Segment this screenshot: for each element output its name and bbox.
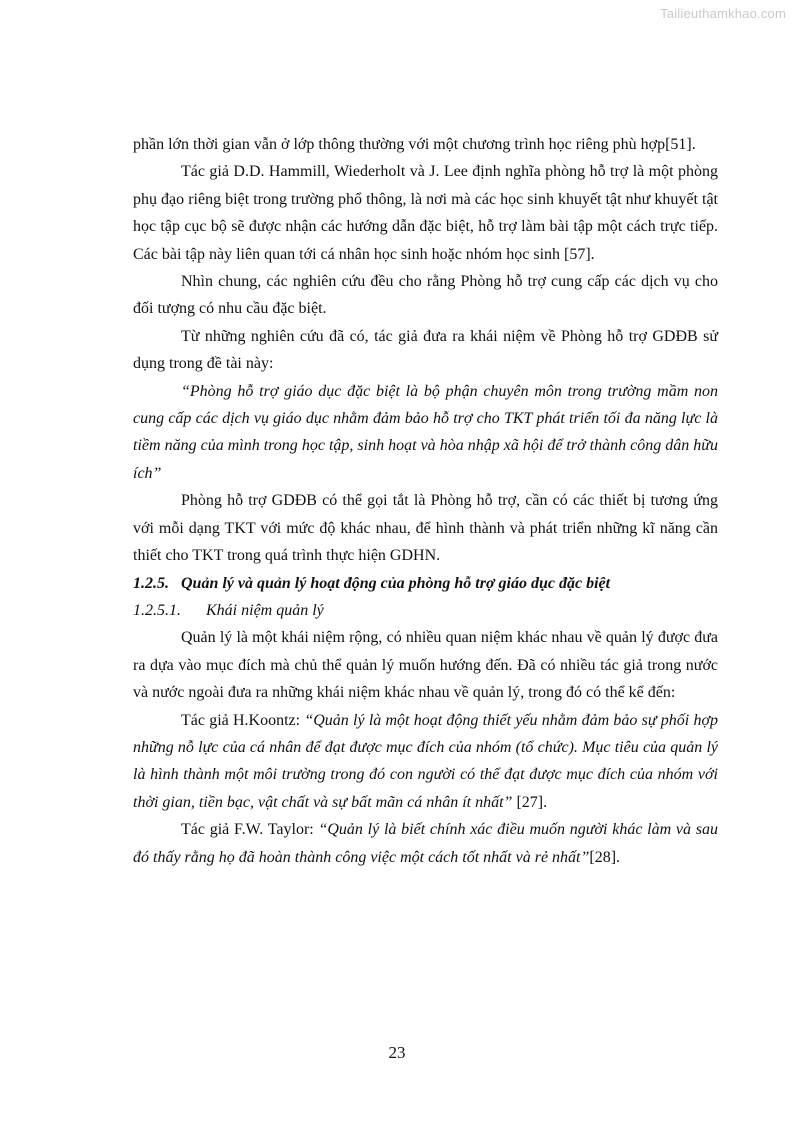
koontz-quote: “Quản lý là một hoạt động thiết yếu nhằm đảm bảo sự phối hợp những nỗ lực của cá nhân để đạt được mục đích của nhóm (tổ chức). Mục tiêu của quản lý là hình thành một môi trường trong đó con người có thể đạt được mục đích của nhóm với thời gian, tiền bạc, vật chất và sự bất mãn cá nhân ít nhất” [133,711,719,811]
subsection-title: Khái niệm quản lý [206,601,324,619]
page-body [133,131,718,871]
taylor-lead: Tác giả F.W. Taylor: [181,821,319,839]
koontz-ref: [27]. [512,793,548,811]
taylor-quote: “Quản lý là biết chính xác điều muốn người khác làm và sau đó thấy rằng họ đã hoàn thành công việc một cách tốt nhất và rẻ nhất” [133,821,718,866]
paragraph-hammill: Tác giả D.D. Hammill, Wiederholt và J. Lee định nghĩa phòng hỗ trợ là một phòng phụ đạo riêng biệt trong trường phổ thông, là nơi mà các học sinh khuyết tật như khuyết tật học tập cục bộ sẽ được nhận các hướng dẫn đặc biệt, hỗ trợ làm bài tập một cách trực tiếp. Các bài tập này liên quan tới cá nhân học sinh hoặc nhóm học sinh [57]. [133,163,718,263]
paragraph-taylor [133,816,718,871]
paragraph-abbreviation: Phòng hỗ trợ GDĐB có thể gọi tắt là Phòng hỗ trợ, cần có các thiết bị tương ứng với mỗi dạng TKT với mức độ khác nhau, để hình thành và phát triển những kĩ năng cần thiết cho TKT trong quá trình thực hiện GDHN. [133,492,718,565]
paragraph-definition-quote: “Phòng hỗ trợ giáo dục đặc biệt là bộ phận chuyên môn trong trường mầm non cung cấp các dịch vụ giáo dục nhằm đảm bảo hỗ trợ cho TKT phát triển tối đa năng lực là tiềm năng của mình trong học tập, sinh hoạt và hòa nhập xã hội để trở thành công dân hữu ích” [133,382,718,482]
section-heading [133,570,718,597]
subsection-number: 1.2.5.1. [133,601,181,619]
paragraph-management-concept: Quản lý là một khái niệm rộng, có nhiều quan niệm khác nhau về quản lý được đưa ra dựa vào mục đích mà chủ thể quản lý muốn hướng đến. Đã có nhiều tác giả trong nước và nước ngoài đưa ra những khái niệm khác nhau về quản lý, trong đó có thể kể đến: [133,629,718,702]
watermark: Tailieuthamkhao.com [660,6,786,21]
koontz-lead: Tác giả H.Koontz: [181,711,305,729]
paragraph-summary: Nhìn chung, các nghiên cứu đều cho rằng Phòng hỗ trợ cung cấp các dịch vụ cho đối tượng có nhu cầu đặc biệt. [133,273,718,318]
page-number: 23 [388,1043,406,1062]
subsection-heading [133,597,718,624]
taylor-ref: [28]. [589,848,621,866]
paragraph-concept-intro: Từ những nghiên cứu đã có, tác giả đưa ra khái niệm về Phòng hỗ trợ GDĐB sử dụng trong đề tài này: [133,327,718,373]
section-title: Quản lý và quản lý hoạt động của phòng hỗ trợ giáo dục đặc biệt [181,574,611,592]
paragraph-koontz [133,707,718,817]
paragraph-continued: phần lớn thời gian vẫn ở lớp thông thường với một chương trình học riêng phù hợp[51]. [133,136,696,153]
section-number: 1.2.5. [133,574,169,592]
